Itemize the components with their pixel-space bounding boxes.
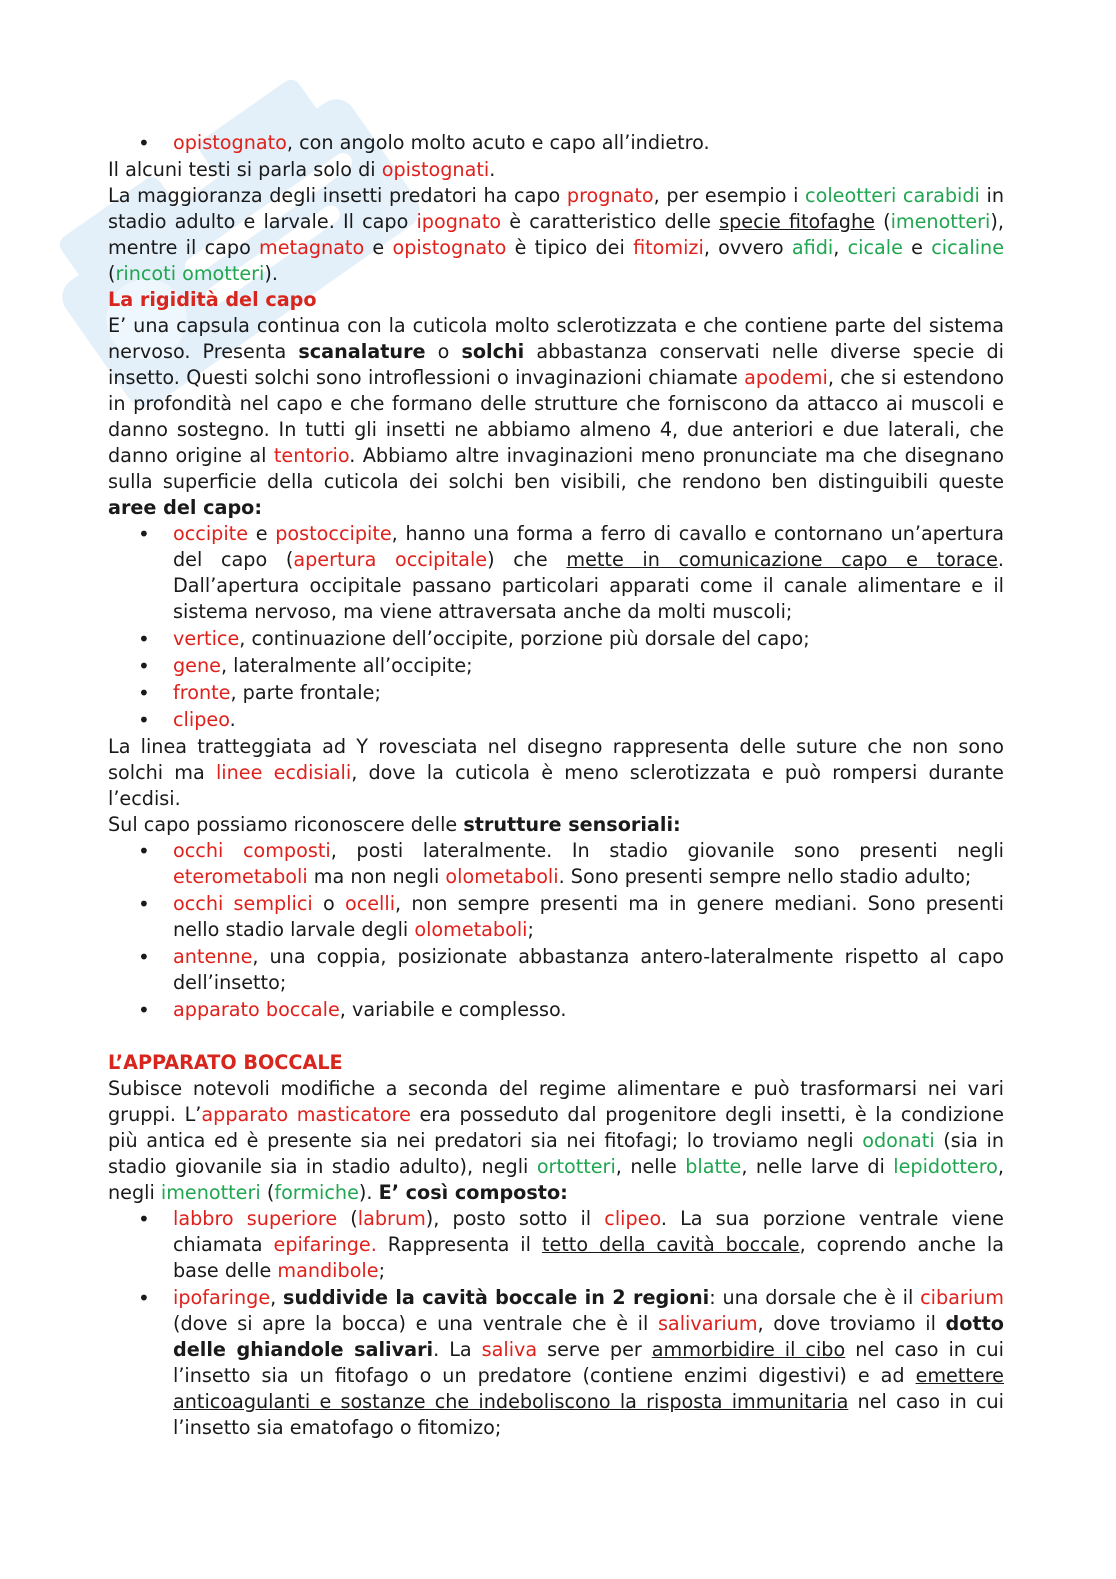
list-item: • apparato boccale, variabile e complesso. xyxy=(108,997,1004,1023)
list-item: • vertice, continuazione dell’occipite, porzione più dorsale del capo; xyxy=(108,626,1004,652)
list-item: • gene, lateralmente all’occipite; xyxy=(108,653,1004,679)
list-item: • ipofaringe, suddivide la cavità boccale in 2 regioni: una dorsale che è il cibarium (dove si apre la bocca) e una ventrale che è il salivarium, dove troviamo il dotto delle ghiandole salivari. La saliva serve per ammorbidire il cibo nel caso in cui l’insetto sia un fitofago o un predatore (contiene enzimi digestivi) e ad emettere anticoagulanti e sostanze che indeboliscono la risposta immunitaria nel caso in cui l’insetto sia ematofago o fitomizo; xyxy=(108,1285,1004,1441)
paragraph: La maggioranza degli insetti predatori ha capo prognato, per esempio i coleotteri carabidi in stadio adulto e larvale. Il capo ipognato è caratteristico delle specie fitofaghe (imenotteri), mentre il capo metagnato e opistognato è tipico dei fitomizi, ovvero afidi, cicale e cicaline (rincoti omotteri). xyxy=(108,184,1005,285)
paragraph: La linea tratteggiata ad Y rovesciata nel disegno rappresenta delle suture che non sono solchi ma linee ecdisiali, dove la cuticola è meno sclerotizzata e può rompersi durante l’ecdisi. xyxy=(108,735,1004,810)
list-item: • occipite e postoccipite, hanno una forma a ferro di cavallo e contornano un’apertura del capo (apertura occipitale) che mette in comunicazione capo e torace. Dall’apertura occipitale passano particolari apparati come il canale alimentare e il sistema nervoso, ma viene attraversata anche da molti muscoli; xyxy=(108,521,1004,625)
list-item: • labbro superiore (labrum), posto sotto il clipeo. La sua porzione ventrale viene chiamata epifaringe. Rappresenta il tetto della cavità boccale, coprendo anche la base delle mandibole; xyxy=(108,1206,1004,1284)
paragraph: Sul capo possiamo riconoscere delle strutture sensoriali: xyxy=(108,813,681,836)
head-areas-list xyxy=(108,521,1004,733)
section-heading: L’APPARATO BOCCALE xyxy=(108,1051,343,1074)
head-position-list xyxy=(108,130,1004,156)
list-item: • fronte, parte frontale; xyxy=(108,680,1004,706)
list-item: • occhi semplici o ocelli, non sempre presenti ma in genere mediani. Sono presenti nello stadio larvale degli olometaboli; xyxy=(108,891,1004,943)
paragraph: Il alcuni testi si parla solo di opistognati. xyxy=(108,158,496,181)
sensory-structures-list xyxy=(108,838,1004,1023)
spacer xyxy=(108,1024,1004,1050)
section-heading: La rigidità del capo xyxy=(108,288,317,311)
list-item: • occhi composti, posti lateralmente. In stadio giovanile sono presenti negli eterometaboli ma non negli olometaboli. Sono presenti sempre nello stadio adulto; xyxy=(108,838,1004,890)
list-item: • clipeo. xyxy=(108,707,1004,733)
document-page xyxy=(108,130,1004,1442)
list-item: • opistognato, con angolo molto acuto e capo all’indietro. xyxy=(108,130,1004,156)
list-item: • antenne, una coppia, posizionate abbastanza antero-lateralmente rispetto al capo dell’insetto; xyxy=(108,944,1004,996)
mouthparts-list xyxy=(108,1206,1004,1441)
paragraph: Subisce notevoli modifiche a seconda del regime alimentare e può trasformarsi nei vari gruppi. L’apparato masticatore era posseduto dal progenitore degli insetti, è la condizione più antica ed è presente sia nei predatori sia nei fitofagi; lo troviamo negli odonati (sia in stadio giovanile sia in stadio adulto), negli ortotteri, nelle blatte, nelle larve di lepidottero, negli imenotteri (formiche). E’ così composto: xyxy=(108,1077,1005,1204)
paragraph: E’ una capsula continua con la cuticola molto sclerotizzata e che contiene parte del sistema nervoso. Presenta scanalature o solchi abbastanza conservati nelle diverse specie di insetto. Questi solchi sono introflessioni o invaginazioni chiamate apodemi, che si estendono in profondità nel capo e che formano delle strutture che forniscono da attacco ai muscoli e danno sostegno. In tutti gli insetti ne abbiamo almeno 4, due anteriori e due laterali, che danno origine al tentorio. Abbiamo altre invaginazioni meno pronunciate ma che disegnano sulla superficie della cuticola dei solchi ben visibili, che rendono ben distinguibili queste aree del capo: xyxy=(108,314,1004,519)
